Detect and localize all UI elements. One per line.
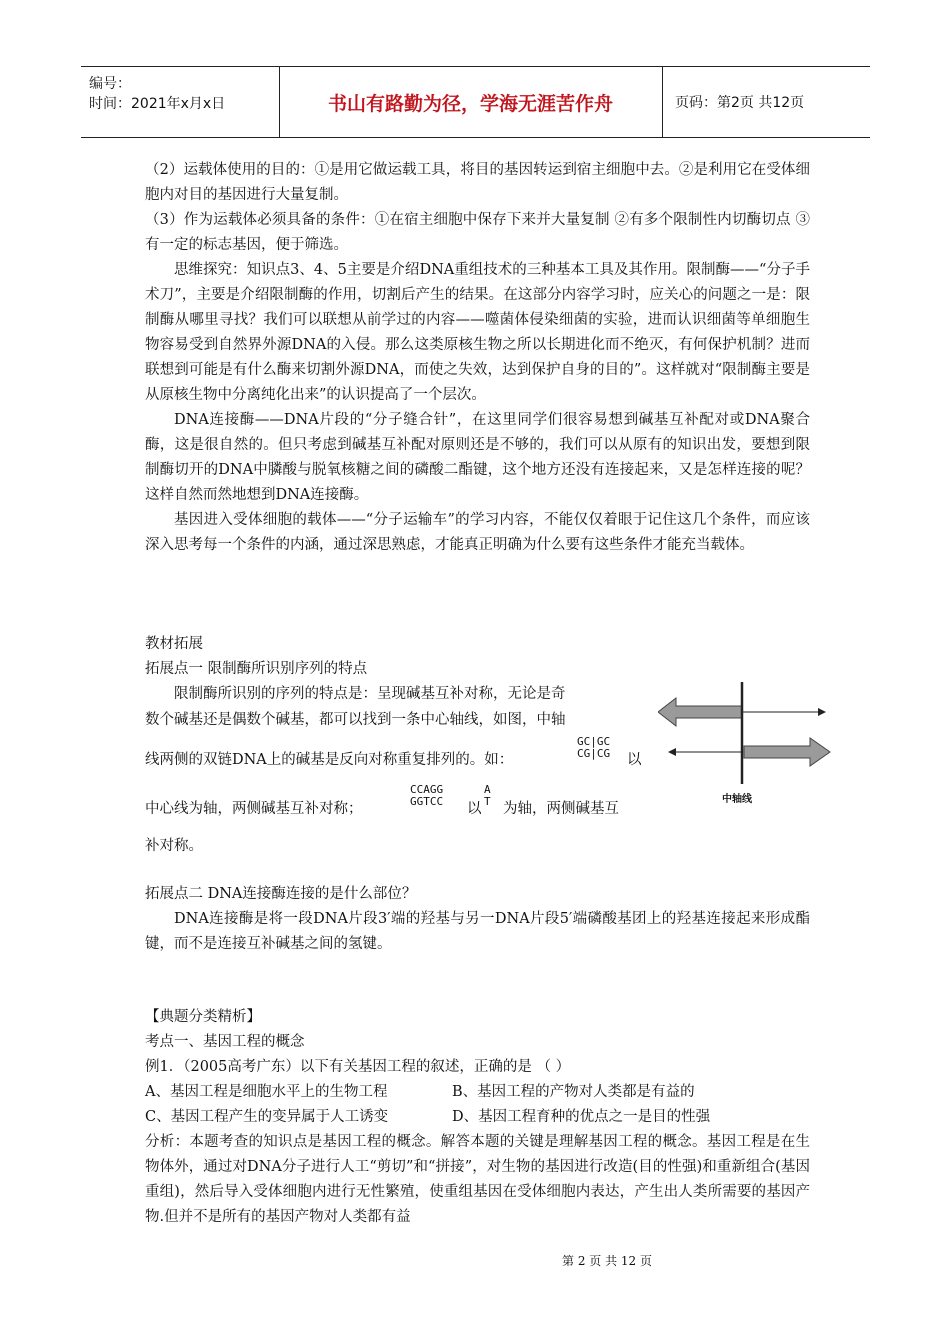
extension-1-line-4-tail: 为轴，两侧碱基互 <box>503 801 619 817</box>
header-meta <box>81 67 280 137</box>
extension-2-block <box>145 907 810 957</box>
page-footer: 第 2 页 共 12 页 <box>562 1254 652 1268</box>
paragraph-vector-purpose: （2）运载体使用的目的：①是用它做运载工具，将目的基因转运到宿主细胞中去。②是利用它在受体细胞内对目的基因进行大量复制。 <box>145 162 810 203</box>
sequence-at <box>484 784 491 808</box>
sequence-gcgc-bottom: CG|CG <box>577 747 611 760</box>
extension-1-line-5: 补对称。 <box>145 838 203 854</box>
sequence-ccagg-bottom: GGTCC <box>410 795 444 808</box>
center-axis-label: 中轴线 <box>722 794 752 805</box>
bottom-strand-arrowhead <box>668 748 676 756</box>
header-motto-cell <box>279 67 663 137</box>
analysis-text: 分析：本题考查的知识点是基因工程的概念。解答本题的关键是理解基因工程的概念。基因工程是在生物体外，通过对DNA分子进行人工“剪切”和“拼接”，对生物的基因进行改造(目的性强)和重新组合(基因重组)，然后导入受体细胞内进行无性繁殖，使重组基因在受体细胞内表达，产生出人类所需要的基因产物.但并不是所有的基因产物对人类都有益 <box>145 1134 810 1225</box>
top-strand-arrowhead <box>818 708 826 716</box>
paragraph-vector-conditions: （3）作为运载体必须具备的条件：①在宿主细胞中保存下来并大量复制 ②有多个限制性内切酶切点 ③有一定的标志基因，便于筛选。 <box>145 212 810 253</box>
sequence-ccagg-top: CCAGG <box>410 783 444 796</box>
page-header <box>81 66 870 138</box>
sequence-at-top: A <box>484 783 491 796</box>
right-block-arrow <box>744 738 830 766</box>
header-motto: 书山有路勤为径，学海无涯苦作舟 <box>327 92 613 115</box>
key-point-1: 考点一、基因工程的概念 <box>145 1034 305 1050</box>
extension-point-2-title: 拓展点二 DNA连接酶连接的是什么部位？ <box>145 886 417 902</box>
extension-1-line-3-tail: 以 <box>627 752 642 768</box>
extension-1-line-2: 数个碱基还是偶数个碱基，都可以找到一条中心轴线，如图，中轴 <box>145 712 566 728</box>
section-title-typical-questions: 【典题分类精析】 <box>145 1009 261 1025</box>
sequence-ccagg <box>410 784 443 808</box>
doc-number-label: 编号： <box>89 76 131 92</box>
left-block-arrow <box>658 698 742 726</box>
extension-point-1-title: 拓展点一 限制酶所识别序列的特点 <box>145 661 368 677</box>
option-a: A、基因工程是细胞水平上的生物工程 <box>145 1084 388 1100</box>
analysis-block <box>145 1130 810 1230</box>
header-page-number: 页码：第2页 共12页 <box>675 95 805 111</box>
sequence-gcgc-top: GC|GC <box>577 735 611 748</box>
extension-1-line-4: 中心线为轴，两侧碱基互补对称； <box>145 801 363 817</box>
doc-date-label: 时间：2021年x月x日 <box>89 96 226 112</box>
extension-1-line-1: 限制酶所识别的序列的特点是：呈现碱基互补对称，无论是奇 <box>174 686 566 702</box>
paragraph-carrier: 基因进入受体细胞的载体——“分子运输车”的学习内容，不能仅仅着眼于记住这几个条件，而应该深入思考每一个条件的内涵，通过深思熟虑，才能真正明确为什么要有这些条件才能充当载体。 <box>145 512 810 553</box>
extension-2-body: DNA连接酶是将一段DNA片段3′端的羟基与另一DNA片段5′端磷酸基团上的羟基连接起来形成酯键，而不是连接互补碱基之间的氢键。 <box>145 911 810 952</box>
sequence-at-bottom: T <box>484 795 491 808</box>
example-1-question: 例1．（2005高考广东）以下有关基因工程的叙述，正确的是 （ ） <box>145 1059 571 1075</box>
extension-1-line-4-mid: 以 <box>467 801 482 817</box>
center-axis-figure <box>658 680 838 810</box>
paragraph-ligase: DNA连接酶——DNA片段的“分子缝合针”，在这里同学们很容易想到碱基互补配对或DNA聚合酶，这是很自然的。但只考虑到碱基互补配对原则还是不够的，我们可以从原有的知识出发，要想到限制酶切开的DNA中膦酸与脱氧核糖之间的磷酸二酯键，这个地方还没有连接起来，又是怎样连接的呢？这样自然而然地想到DNA连接酶。 <box>145 412 810 503</box>
sequence-gcgc <box>577 736 610 760</box>
section-title-extension: 教材拓展 <box>145 636 203 652</box>
extension-1-line-3: 线两侧的双链DNA上的碱基是反向对称重复排列的。如： <box>145 752 514 768</box>
paragraph-thinking: 思维探究：知识点3、4、5主要是介绍DNA重组技术的三种基本工具及其作用。限制酶——“分子手术刀”，主要是介绍限制酶的作用，切割后产生的结果。在这部分内容学习时，应关心的问题之一是：限制酶从哪里寻找？我们可以联想从前学过的内容——噬菌体侵染细菌的实验，进而认识细菌等单细胞生物容易受到自然界外源DNA的入侵。那么这类原核生物之所以长期进化而不绝灭，有何保护机制？进而联想到可能是有什么酶来切割外源DNA，而使之失效，达到保护自身的目的”。这样就对“限制酶主要是从原核生物中分离纯化出来”的认识提高了一个层次。 <box>145 262 810 403</box>
option-d: D、基因工程育种的优点之一是目的性强 <box>452 1109 711 1125</box>
option-b: B、基因工程的产物对人类都是有益的 <box>452 1084 695 1100</box>
option-c: C、基因工程产生的变异属于人工诱变 <box>145 1109 389 1125</box>
main-text-block <box>145 158 810 558</box>
